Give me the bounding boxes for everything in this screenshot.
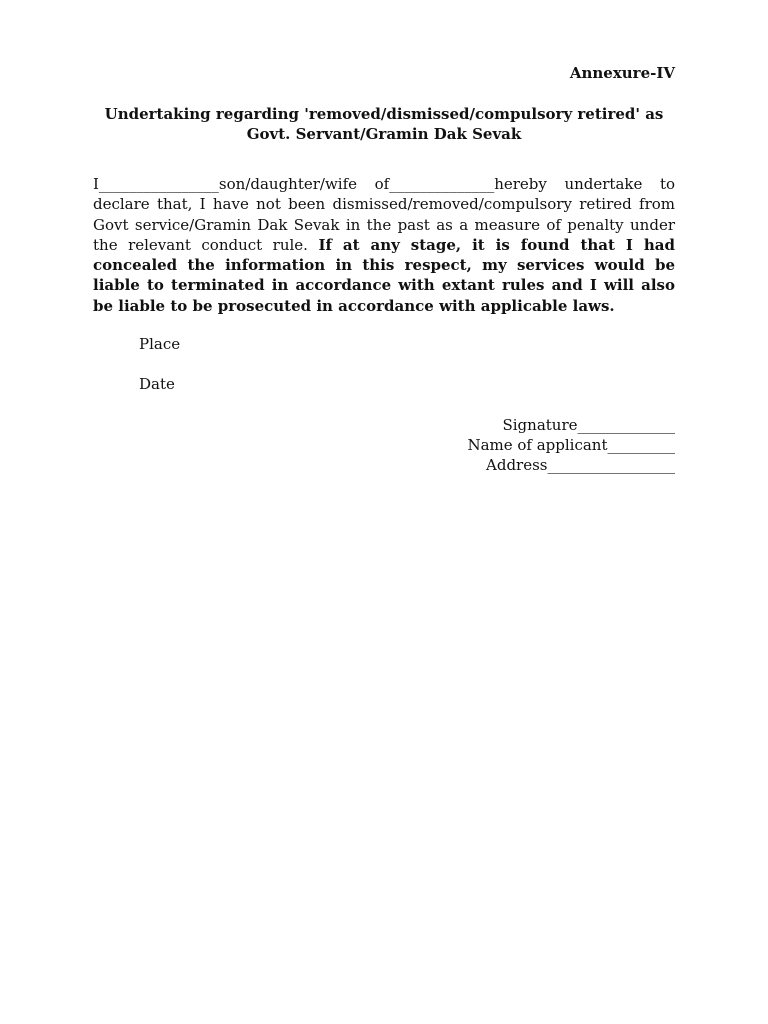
declaration-text: I________________son/daughter/wife of______________hereby undertake to declare that, I have not been dismissed/removed/compulsory retired from Govt service/Gramin Dak Sevak in the past as a measure of penalty under the relevant conduct rule.: [93, 175, 675, 254]
address-line: Address_________________: [486, 456, 675, 474]
applicant-name-line: Name of applicant_________: [467, 436, 675, 454]
date-label: Date: [139, 375, 175, 393]
undertaking-paragraph: [93, 174, 675, 316]
signature-block: [467, 415, 675, 475]
document-title: Undertaking regarding 'removed/dismissed/compulsory retired' as Govt. Servant/Gramin Dak Sevak: [104, 105, 664, 143]
signature-line: Signature_____________: [502, 416, 675, 434]
annexure-label: Annexure-IV: [569, 64, 675, 82]
liability-clause: If at any stage, it is found that I had concealed the information in this respect, my services would be liable to terminated in accordance with extant rules and I will also be liable to be prosecuted in accordance with applicable laws.: [93, 235, 675, 315]
place-label: Place: [139, 335, 181, 353]
